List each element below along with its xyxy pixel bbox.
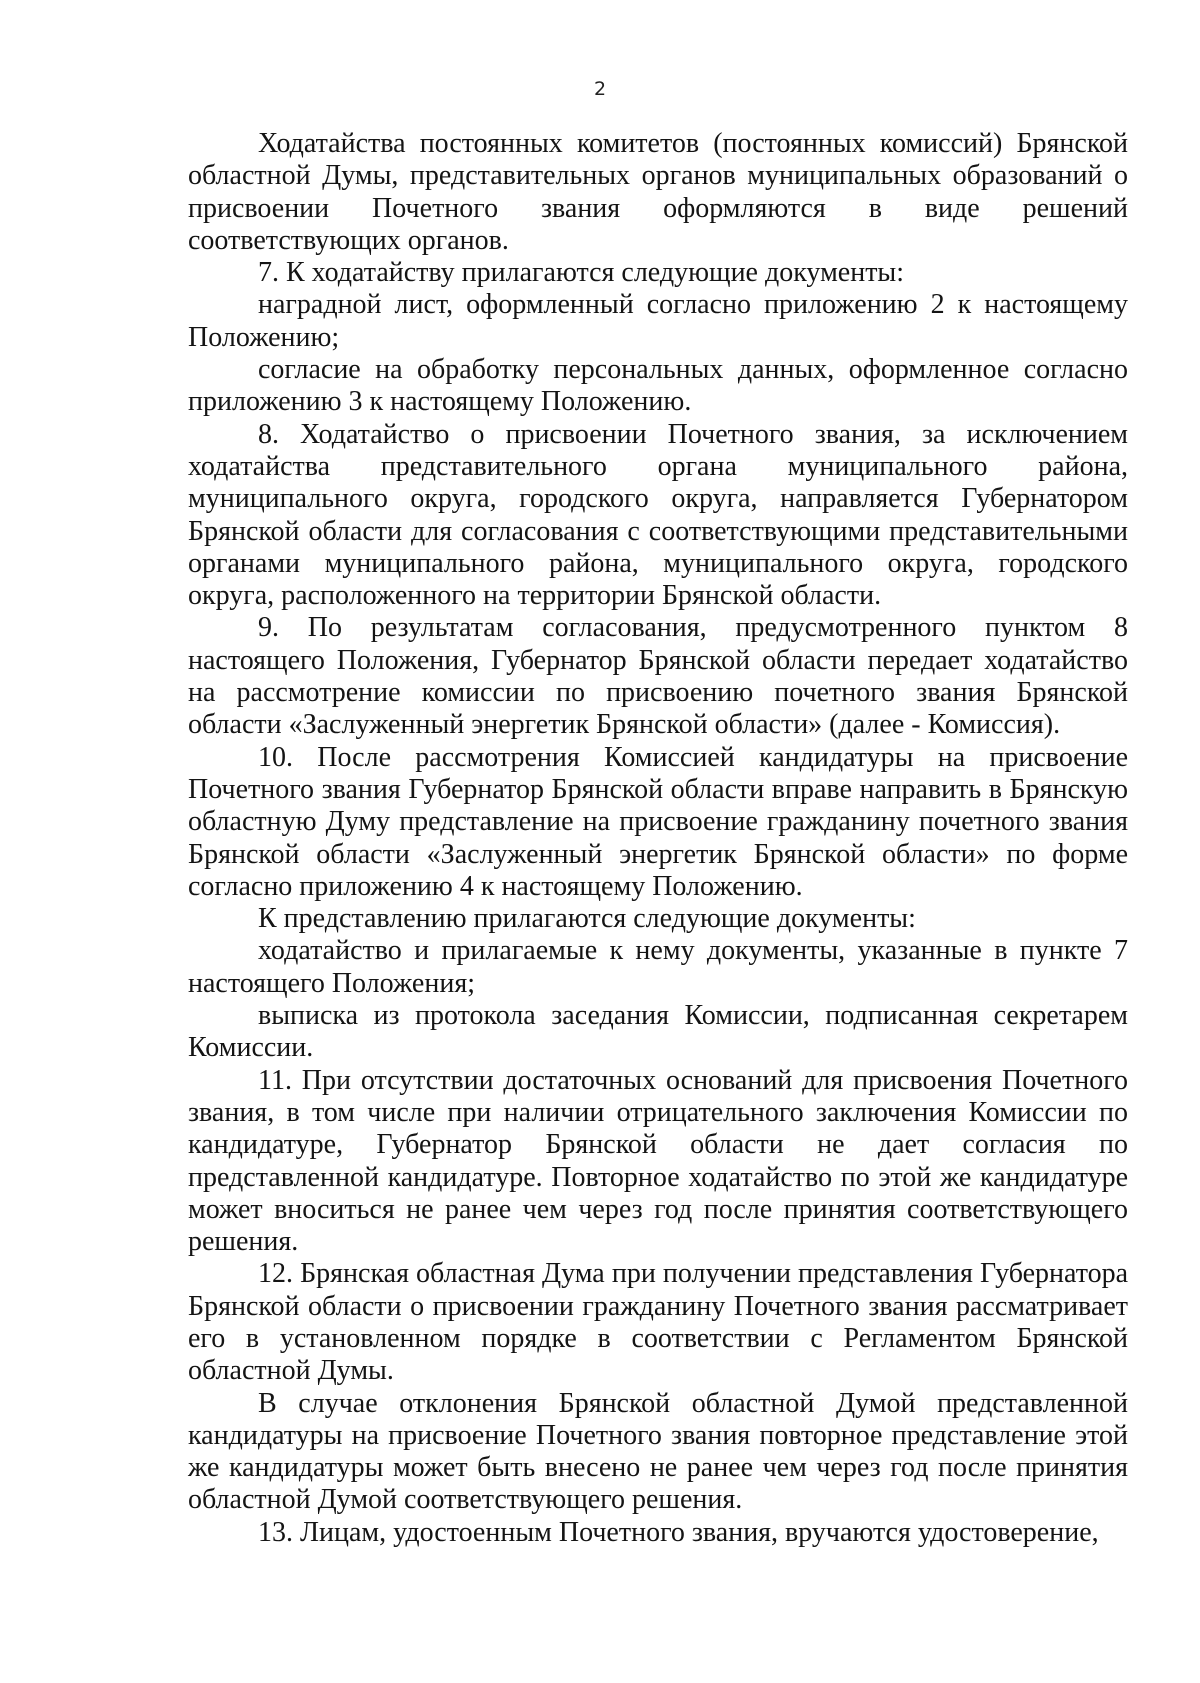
paragraph-9-results: 9. По результатам согласования, предусмотренного пунктом 8 настоящего Положения, Губернатор Брянской области передает ходатайство на рассмотрение комиссии по присвоению почетного звания Брянской области «Заслуженный энергетик Брянской области» (далее - Комиссия).	[188, 612, 1128, 741]
paragraph-7-documents: 7. К ходатайству прилагаются следующие документы:	[258, 257, 905, 289]
paragraph-8-approval: 8. Ходатайство о присвоении Почетного звания, за исключением ходатайства представительного органа муниципального района, муниципального округа, городского округа, направляется Губернатором Брянской области для согласования с соответствующими представительными органами муниципального района, муниципального округа, городского округа, расположенного на территории Брянской области.	[188, 418, 1128, 612]
paragraph-protocol-extract: выписка из протокола заседания Комиссии, подписанная секретарем Комиссии.	[188, 1000, 1128, 1064]
page-number: 2	[593, 78, 607, 100]
paragraph-10-submission: 10. После рассмотрения Комиссией кандидатуры на присвоение Почетного звания Губернатор Брянской области вправе направить в Брянскую областную Думу представление на присвоение гражданину почетного звания Брянской области «Заслуженный энергетик Брянской области» по форме согласно приложению 4 к настоящему Положению.	[188, 741, 1128, 902]
paragraph-personal-data-consent: согласие на обработку персональных данных, оформленное согласно приложению 3 к настоящему Положению.	[188, 354, 1128, 418]
paragraph-petition-and-documents: ходатайство и прилагаемые к нему документы, указанные в пункте 7 настоящего Положения;	[188, 935, 1128, 999]
document-body	[188, 128, 1128, 1549]
paragraph-petitions-form: Ходатайства постоянных комитетов (постоянных комиссий) Брянской областной Думы, представительных органов муниципальных образований о присвоении Почетного звания оформляются в виде решений соответствующих органов.	[188, 128, 1128, 256]
paragraph-attached-documents: К представлению прилагаются следующие документы:	[258, 903, 916, 935]
paragraph-13-certificate: 13. Лицам, удостоенным Почетного звания, вручаются удостоверение,	[258, 1516, 1099, 1548]
paragraph-rejection: В случае отклонения Брянской областной Думой представленной кандидатуры на присвоение Почетного звания повторное представление этой же кандидатуры может быть внесено не ранее чем через год после принятия областной Думой соответствующего решения.	[188, 1387, 1128, 1516]
paragraph-11-refusal: 11. При отсутствии достаточных оснований для присвоения Почетного звания, в том числе при наличии отрицательного заключения Комиссии по кандидатуре, Губернатор Брянской области не дает согласия по представленной кандидатуре. Повторное ходатайство по этой же кандидатуре может вноситься не ранее чем через год после принятия соответствующего решения.	[188, 1064, 1128, 1258]
paragraph-12-duma-review: 12. Брянская областная Дума при получении представления Губернатора Брянской области о присвоении гражданину Почетного звания рассматривает его в установленном порядке в соответствии с Регламентом Брянской областной Думы.	[188, 1258, 1128, 1387]
paragraph-award-sheet: наградной лист, оформленный согласно приложению 2 к настоящему Положению;	[188, 289, 1128, 353]
